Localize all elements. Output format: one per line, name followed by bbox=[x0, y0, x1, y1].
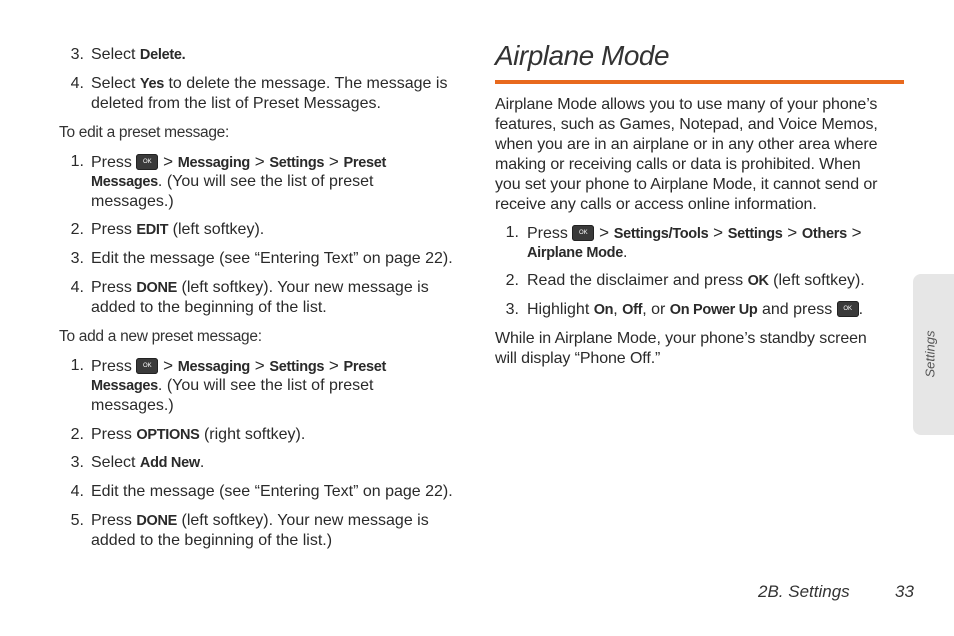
yes-label: Yes bbox=[139, 76, 165, 92]
ok-key-icon: OK bbox=[572, 225, 594, 241]
page-number: 33 bbox=[895, 582, 914, 601]
ok-key-icon: OK bbox=[136, 154, 158, 170]
side-tab-label: Settings bbox=[922, 330, 938, 378]
delete-label: Delete. bbox=[139, 47, 186, 63]
footer-section-name: 2B. Settings bbox=[758, 582, 850, 601]
add-preset-intro: To add a new preset message: bbox=[59, 328, 262, 345]
ok-key-icon: OK bbox=[136, 358, 158, 374]
edit-preset-intro: To edit a preset message: bbox=[59, 124, 229, 141]
airplane-mode-description: Airplane Mode allows you to use many of your phone’s features, such as Games, Notepad, and Voice Memos, when you are in an airplane or in any other area where making or receiving calls or data is prohibited. When you set your phone to Airplane Mode, it cannot send or receive any calls or access online information. bbox=[495, 96, 878, 213]
ok-key-icon: OK bbox=[837, 301, 859, 317]
section-title: Airplane Mode bbox=[495, 40, 670, 71]
title-rule bbox=[495, 80, 904, 84]
standby-screen-note: While in Airplane Mode, your phone’s standby screen will display “Phone Off.” bbox=[495, 330, 867, 367]
